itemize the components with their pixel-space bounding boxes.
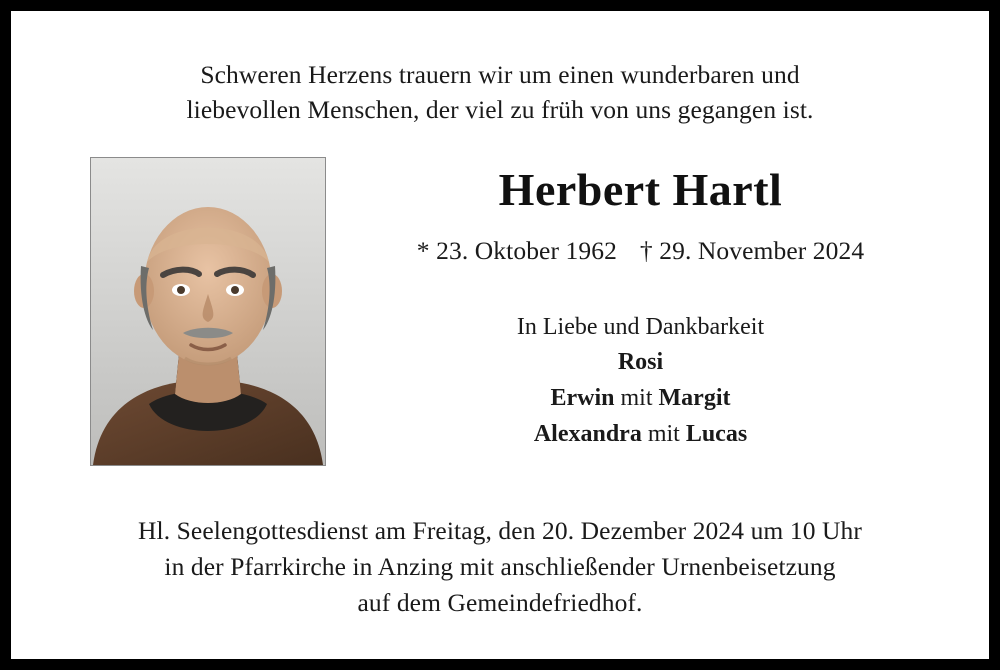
death-date: 29. November 2024 (659, 235, 865, 265)
life-dates (332, 236, 949, 266)
portrait-illustration-icon (91, 158, 325, 465)
mourner-secondary-3: Lucas (685, 420, 748, 447)
birth-date: 23. Oktober 1962 (436, 235, 617, 265)
service-line-2: in der Pfarrkirche in Anzing mit anschließender Urnenbeisetzung (164, 552, 836, 582)
portrait-container (90, 157, 326, 466)
mourner-connector-3: mit (641, 420, 686, 447)
mourner-primary-2: Erwin (550, 385, 615, 411)
mourners-block (332, 310, 949, 452)
mourner-primary-1: Rosi (617, 349, 664, 376)
birth-symbol: * (416, 235, 430, 265)
mourner-row-3 (332, 417, 949, 453)
intro-line-1: Schweren Herzens trauern wir um einen wunderbaren und (200, 60, 800, 89)
mourner-connector-2: mit (614, 385, 659, 411)
service-details (11, 513, 989, 621)
mourner-secondary-2: Margit (658, 385, 731, 411)
portrait-and-names-section (11, 127, 989, 466)
mourner-row-1 (332, 345, 949, 381)
intro-text (11, 11, 989, 127)
intro-line-2: liebevollen Menschen, der viel zu früh von uns gegangen ist. (186, 95, 814, 125)
mourners-heading: In Liebe und Dankbarkeit (516, 313, 765, 340)
service-line-1: Hl. Seelengottesdienst am Freitag, den 20. Dezember 2024 um 10 Uhr (138, 516, 862, 546)
portrait-photo (90, 157, 326, 466)
name-and-dates-block (326, 153, 989, 452)
deceased-name: Herbert Hartl (498, 164, 783, 216)
service-line-3: auf dem Gemeindefriedhof. (357, 588, 643, 618)
mourner-row-2 (332, 381, 949, 417)
mourner-primary-3: Alexandra (533, 420, 642, 447)
death-symbol: † (639, 235, 653, 265)
obituary-inner (11, 11, 989, 659)
